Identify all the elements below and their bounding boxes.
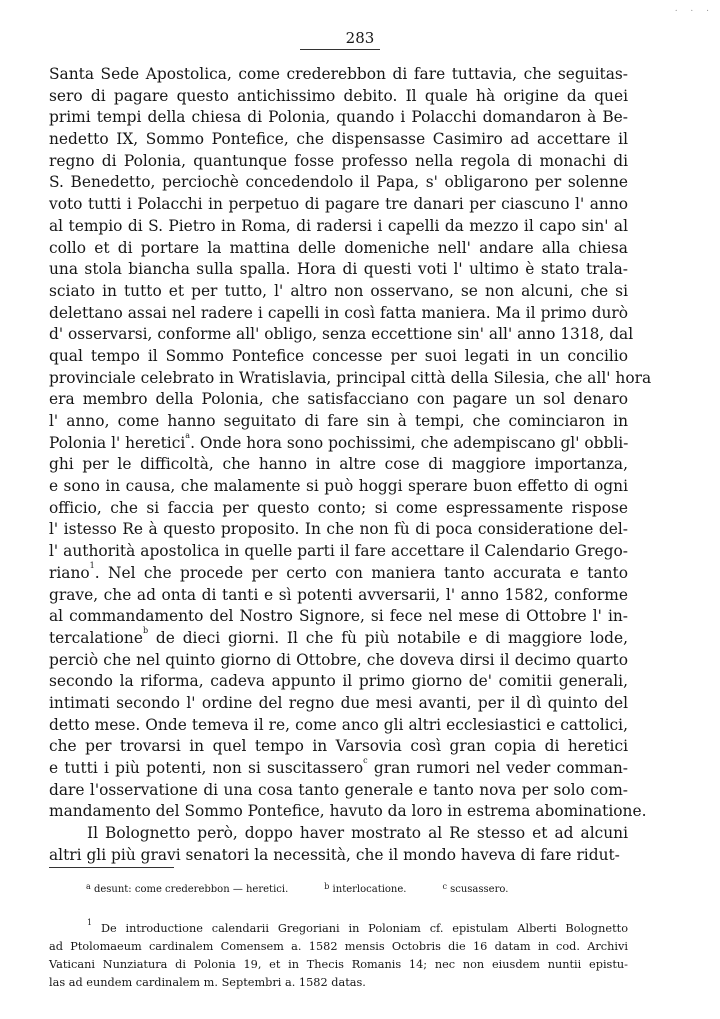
footnotes <box>49 920 628 992</box>
text-line: Il Bolognetto però, doppo haver mostrato al Re stesso et ad alcuni <box>87 824 628 843</box>
text-line <box>49 758 628 780</box>
text-line: detto mese. Onde temeva il re, come anco gli altri ecclesiastici e cattolici, <box>49 715 628 734</box>
text-line: intimati secondo l' ordine del regno due mesi avanti, per il dì quinto del <box>49 693 628 712</box>
text-line: delettano assai nel radere i capelli in così fatta maniera. Ma il primo durò <box>49 303 628 322</box>
footnote-line: las ad eundem cardinalem m. Septembri a. 1582 datas. <box>49 976 366 989</box>
text-line: officio, che si faccia per questo conto; si come espressamente rispose <box>49 498 628 517</box>
text-line: al commandamento del Nostro Signore, si fece nel mese di Ottobre l' in- <box>49 607 628 626</box>
text-line <box>49 560 628 585</box>
critical-note-text: scusassero. <box>446 884 509 895</box>
text-line: ghi per le difficoltà, che hanno in altre cose di maggiore importanza, <box>49 455 628 474</box>
text-line <box>49 430 629 455</box>
note-marker: c <box>363 756 368 765</box>
corner-marks: . . . <box>674 4 714 14</box>
note-marker: b <box>324 882 330 891</box>
note-marker: c <box>442 882 447 891</box>
critical-note <box>442 884 508 895</box>
critical-note <box>324 884 406 895</box>
text-line: una stola biancha sulla spalla. Hora di questi voti l' ultimo è stato trala- <box>49 260 628 279</box>
footnote-rule <box>49 867 174 868</box>
header-rule <box>300 49 380 50</box>
text-line: provinciale celebrato in Wratislavia, principal città della Silesia, che all' hora <box>49 368 652 387</box>
text-line: qual tempo il Sommo Pontefice concesse per suoi legati in un concilio <box>49 346 628 365</box>
text-line: altri gli più gravi senatori la necessità, che il mondo haveva di fare ridut- <box>49 845 620 864</box>
text-line: l' anno, come hanno seguitato di fare sin à tempi, che cominciaron in <box>49 412 628 430</box>
text-segment: riano <box>49 563 90 582</box>
text-line: sciato in tutto et per tutto, l' altro non osservano, se non alcuni, che si <box>49 281 628 300</box>
note-marker: a <box>86 882 91 891</box>
text-line: mandamento del Sommo Pontefice, havuto da loro in estrema abominatione. <box>49 802 647 821</box>
text-line: al tempio di S. Pietro in Roma, di radersi i capelli da mezzo il capo sin' al <box>49 216 628 235</box>
note-marker: b <box>142 625 149 635</box>
text-line: perciò che nel quinto giorno di Ottobre, che doveva dirsi il decimo quarto <box>49 650 628 669</box>
footnote-line: ad Ptolomaeum cardinalem Comensem a. 1582 mensis Octobris die 16 datam in cod. Archivi <box>49 940 628 953</box>
text-line: S. Benedetto, perciochè concedendolo il Papa, s' obligarono per solenne <box>49 173 628 192</box>
text-line: dare l'osservatione di una cosa tanto generale e tanto nova per solo com- <box>49 780 628 799</box>
text-segment: tercalatione <box>49 628 143 647</box>
footnote-marker: 1 <box>87 918 93 927</box>
text-line: secondo la riforma, cadeva appunto il primo giorno de' comitii generali, <box>49 672 628 691</box>
critical-apparatus <box>86 884 544 895</box>
body-text <box>49 64 652 866</box>
text-line: nedetto IX, Sommo Pontefice, che dispensasse Casimiro ad accettare il <box>49 130 628 149</box>
text-segment: e tutti i più potenti, non si suscitassero <box>49 759 364 777</box>
text-segment: . Nel che procede per certo con maniera tanto accurata e tanto <box>94 563 628 582</box>
text-line: l' istesso Re à questo proposito. In che non fù di poca consideratione del- <box>49 520 628 539</box>
text-line: sero di pagare questo antichissimo debito. Il quale hà origine da quei <box>49 86 628 105</box>
text-line: d' osservarsi, conforme all' obligo, senza eccettione sin' all' anno 1318, dal <box>49 325 634 344</box>
critical-note <box>86 884 288 895</box>
text-line: Santa Sede Apostolica, come crederebbon di fare tuttavia, che seguitas- <box>49 65 628 83</box>
text-line: e sono in causa, che malamente si può hoggi sperare buon effetto di ogni <box>49 477 628 496</box>
text-line: grave, che ad onta di tanti e sì potenti avversarii, l' anno 1582, conforme <box>49 585 628 604</box>
text-line: l' authorità apostolica in quelle parti il fare accettare il Calendario Grego- <box>49 542 628 561</box>
critical-note-text: interlocatione. <box>329 884 407 895</box>
note-marker: 1 <box>89 560 95 570</box>
text-line: collo et di portare la mattina delle domeniche nell' andare alla chiesa <box>49 238 628 257</box>
page-number: 283 <box>345 29 375 47</box>
footnote-text: De introductione calendarii Gregoriani in Poloniam cf. epistulam Alberti Bolognetto <box>92 922 628 935</box>
text-line <box>49 625 628 650</box>
note-marker: a <box>185 430 191 440</box>
critical-note-text: desunt: come crederebbon — heretici. <box>90 884 289 895</box>
text-line: che per trovarsi in quel tempo in Varsovia così gran copia di heretici <box>49 737 628 756</box>
text-segment: Polonia l' heretici <box>49 433 186 452</box>
text-segment: de dieci giorni. Il che fù più notabile e di maggiore lode, <box>148 628 628 647</box>
footnote-line: Vaticani Nunziatura di Polonia 19, et in Thecis Romanis 14; nec non eiusdem nuntii epistu- <box>49 958 628 971</box>
text-line: primi tempi della chiesa di Polonia, quando i Polacchi domandaron à Be- <box>49 108 628 127</box>
text-line: voto tutti i Polacchi in perpetuo di pagare tre danari per ciascuno l' anno <box>49 195 628 214</box>
footnote-line <box>49 920 628 938</box>
text-segment: . Onde hora sono pochissimi, che adempiscano gl' obbli- <box>190 433 629 452</box>
text-segment: gran rumori nel veder comman- <box>367 759 628 777</box>
text-line: regno di Polonia, quantunque fosse professo nella regola di monachi di <box>49 151 628 170</box>
text-line: era membro della Polonia, che satisfacciano con pagare un sol denaro <box>49 390 628 409</box>
